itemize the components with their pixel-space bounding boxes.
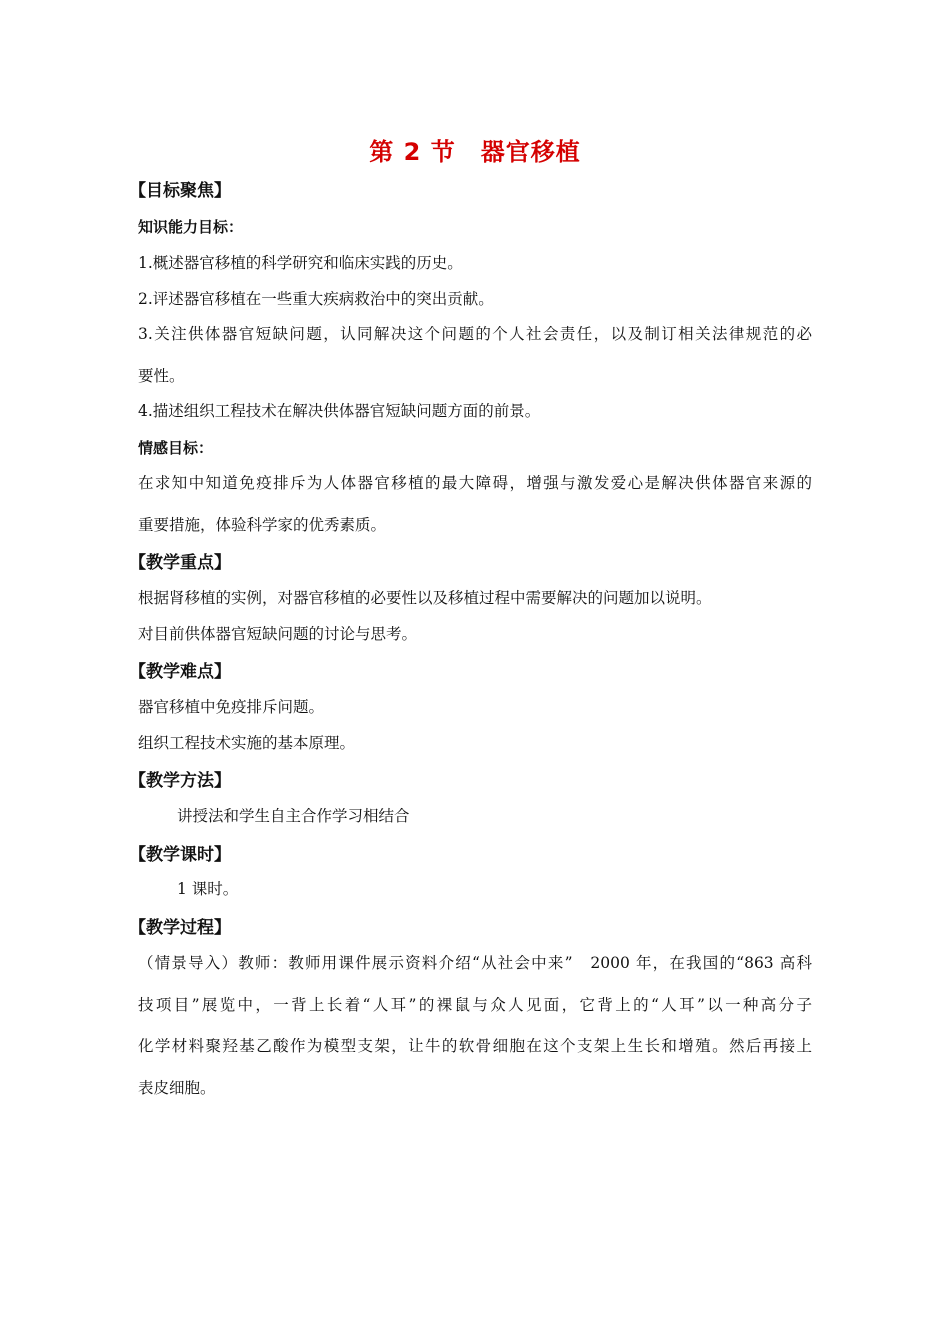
knowledge-item-2: 2.评述器官移植在一些重大疾病救治中的突出贡献。 xyxy=(138,290,494,308)
key-point-2: 对目前供体器官短缺问题的讨论与思考。 xyxy=(138,625,418,643)
section-heading-goals: 【目标聚焦】 xyxy=(129,181,231,201)
process-line-3: 化学材料聚羟基乙酸作为模型支架，让牛的软骨细胞在这个支架上生长和增殖。然后再接上 xyxy=(138,1037,812,1055)
section-heading-process: 【教学过程】 xyxy=(129,918,231,938)
knowledge-item-3-continued: 要性。 xyxy=(138,367,185,385)
key-point-1: 根据肾移植的实例，对器官移植的必要性以及移植过程中需要解决的问题加以说明。 xyxy=(138,589,712,607)
difficulty-2: 组织工程技术实施的基本原理。 xyxy=(138,734,356,752)
knowledge-item-1: 1.概述器官移植的科学研究和临床实践的历史。 xyxy=(138,254,463,272)
emotion-line-1: 在求知中知道免疫排斥为人体器官移植的最大障碍，增强与激发爱心是解决供体器官来源的 xyxy=(138,474,812,492)
knowledge-item-3: 3.关注供体器官短缺问题，认同解决这个问题的个人社会责任，以及制订相关法律规范的必 xyxy=(138,325,812,343)
subheading-knowledge-goals: 知识能力目标： xyxy=(138,218,244,236)
emotion-line-2: 重要措施，体验科学家的优秀素质。 xyxy=(138,516,387,534)
section-heading-methods: 【教学方法】 xyxy=(129,771,231,791)
section-heading-difficulties: 【教学难点】 xyxy=(129,662,231,682)
hours-text: 1 课时。 xyxy=(177,880,239,898)
page-title: 第 2 节 器官移植 xyxy=(369,138,581,166)
process-line-1: （情景导入）教师：教师用课件展示资料介绍“从社会中来” 2000 年，在我国的“863 高科 xyxy=(138,954,812,972)
section-heading-hours: 【教学课时】 xyxy=(129,845,231,865)
subheading-emotion-goals: 情感目标： xyxy=(138,439,214,457)
knowledge-item-4: 4.描述组织工程技术在解决供体器官短缺问题方面的前景。 xyxy=(138,402,541,420)
process-line-2: 技项目”展览中，一背上长着“人耳”的裸鼠与众人见面，它背上的“人耳”以一种高分子 xyxy=(138,996,812,1014)
section-heading-key-points: 【教学重点】 xyxy=(129,553,231,573)
methods-text: 讲授法和学生自主合作学习相结合 xyxy=(177,807,410,825)
difficulty-1: 器官移植中免疫排斥问题。 xyxy=(138,698,325,716)
process-line-4: 表皮细胞。 xyxy=(138,1079,216,1097)
